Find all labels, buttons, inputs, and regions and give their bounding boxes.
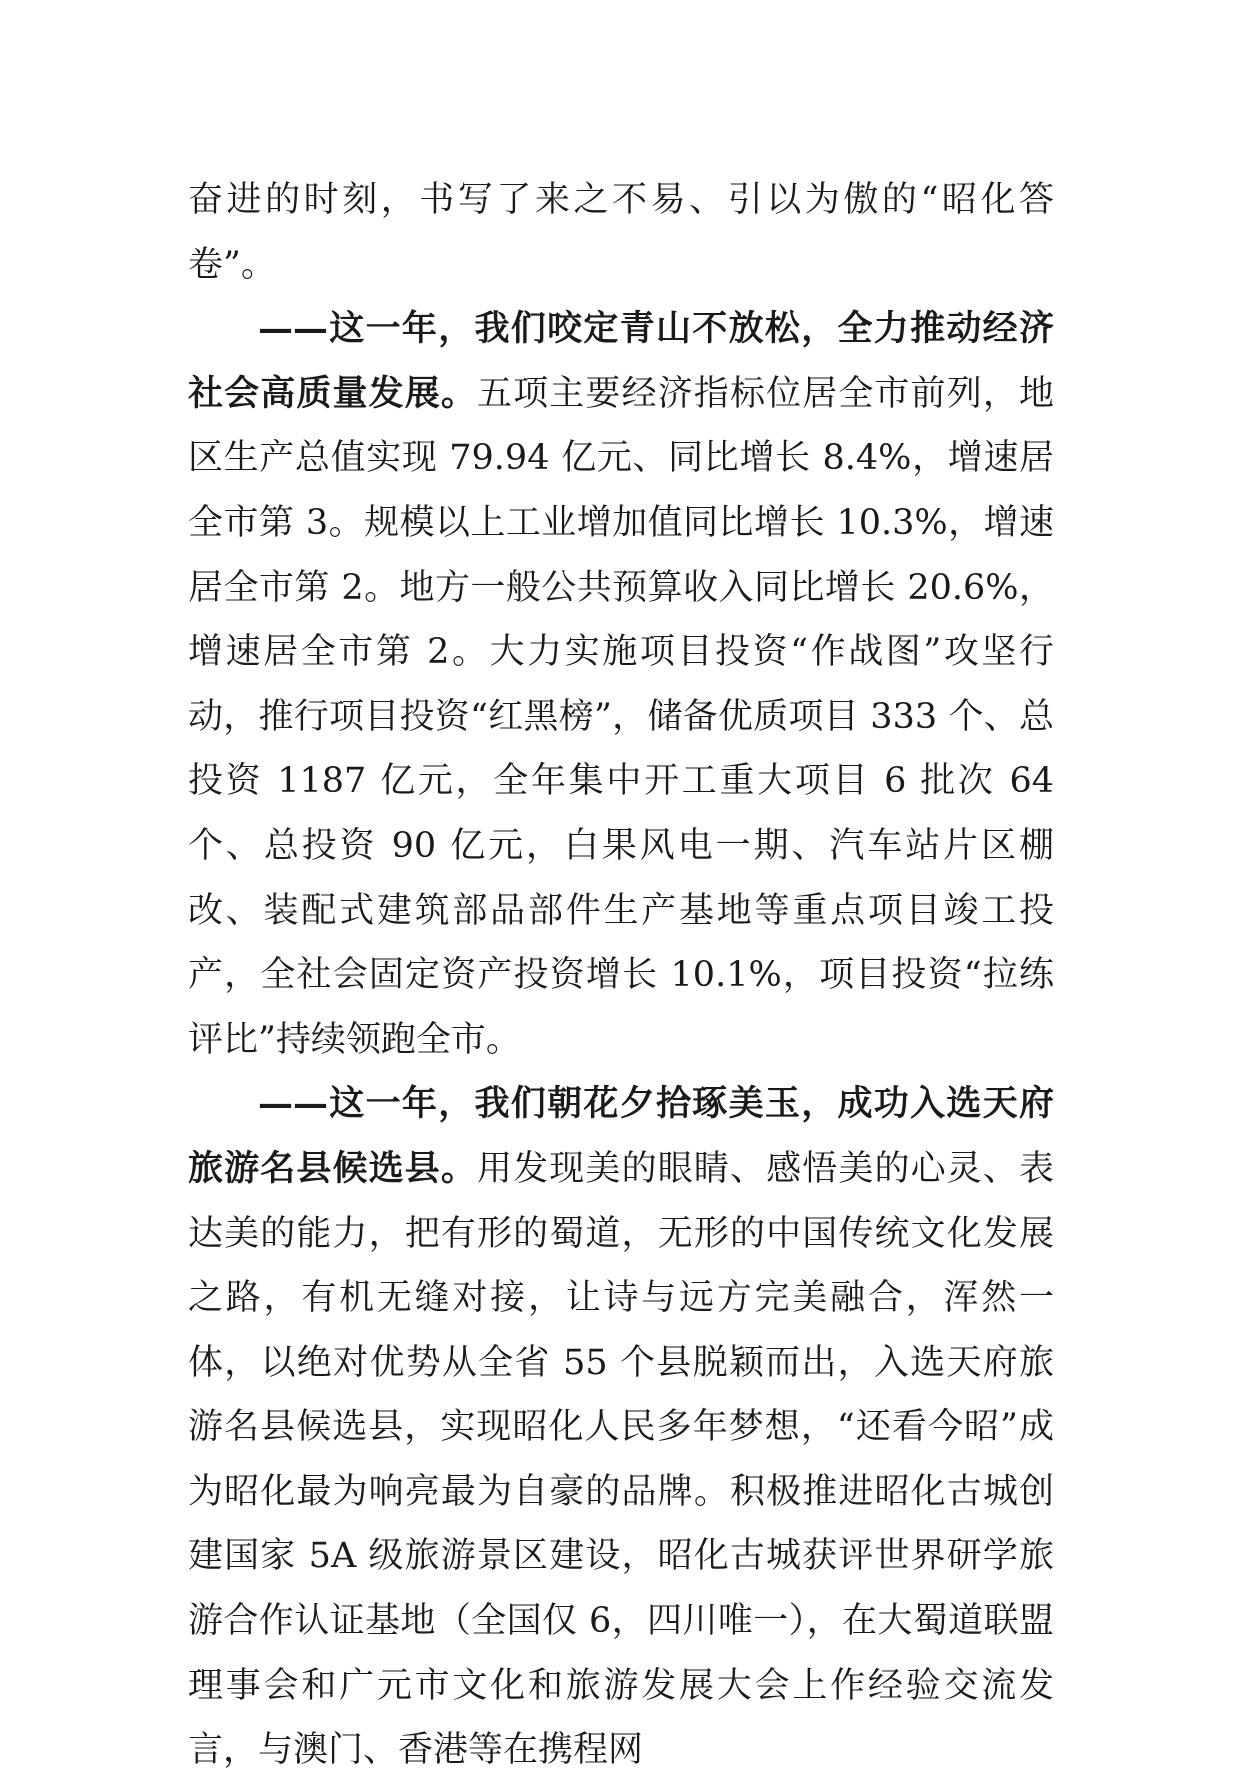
paragraph-economy	[188, 297, 1054, 1072]
paragraph-lead-heading: ——这一年，我们咬定青山不放松，全力推动经济社会高质量发展。	[188, 308, 1054, 414]
paragraph-lead-heading: ——这一年，我们朝花夕拾琢美玉，成功入选天府旅游名县候选县。	[188, 1083, 1054, 1189]
paragraph-body-text: 奋进的时刻，书写了来之不易、引以为傲的“昭化答卷”。	[188, 180, 1054, 285]
document-body	[188, 168, 1054, 1783]
paragraph-tourism	[188, 1072, 1054, 1783]
paragraph-body-text: 用发现美的眼睛、感悟美的心灵、表达美的能力，把有形的蜀道，无形的中国传统文化发展之路，有机无缝对接，让诗与远方完美融合，浑然一体，以绝对优势从全省 55 个县脱颖而出，入选天府旅游名县候选县，实现昭化人民多年梦想，“还看今昭”成为昭化最为响亮最为自豪的品牌。积极推进昭化古城创建国家 5A 级旅游景区建设，昭化古城获评世界研学旅游合作认证基地（全国仅 6，四川唯一），在大蜀道联盟理事会和广元市文化和旅游发展大会上作经验交流发言，与澳门、香港等在携程网	[188, 1148, 1055, 1771]
paragraph-continuation	[188, 168, 1054, 297]
paragraph-body-text: 五项主要经济指标位居全市前列，地区生产总值实现 79.94 亿元、同比增长 8.4%，增速居全市第 3。规模以上工业增加值同比增长 10.3%，增速居全市第 2。地方一般公共预算收入同比增长 20.6%，增速居全市第 2。大力实施项目投资“作战图”攻坚行动，推行项目投资“红黑榜”，储备优质项目 333 个、总投资 1187 亿元，全年集中开工重大项目 6 批次 64 个、总投资 90 亿元，白果风电一期、汽车站片区棚改、装配式建筑部品部件生产基地等重点项目竣工投产，全社会固定资产投资增长 10.1%，项目投资“拉练评比”持续领跑全市。	[188, 373, 1054, 1060]
